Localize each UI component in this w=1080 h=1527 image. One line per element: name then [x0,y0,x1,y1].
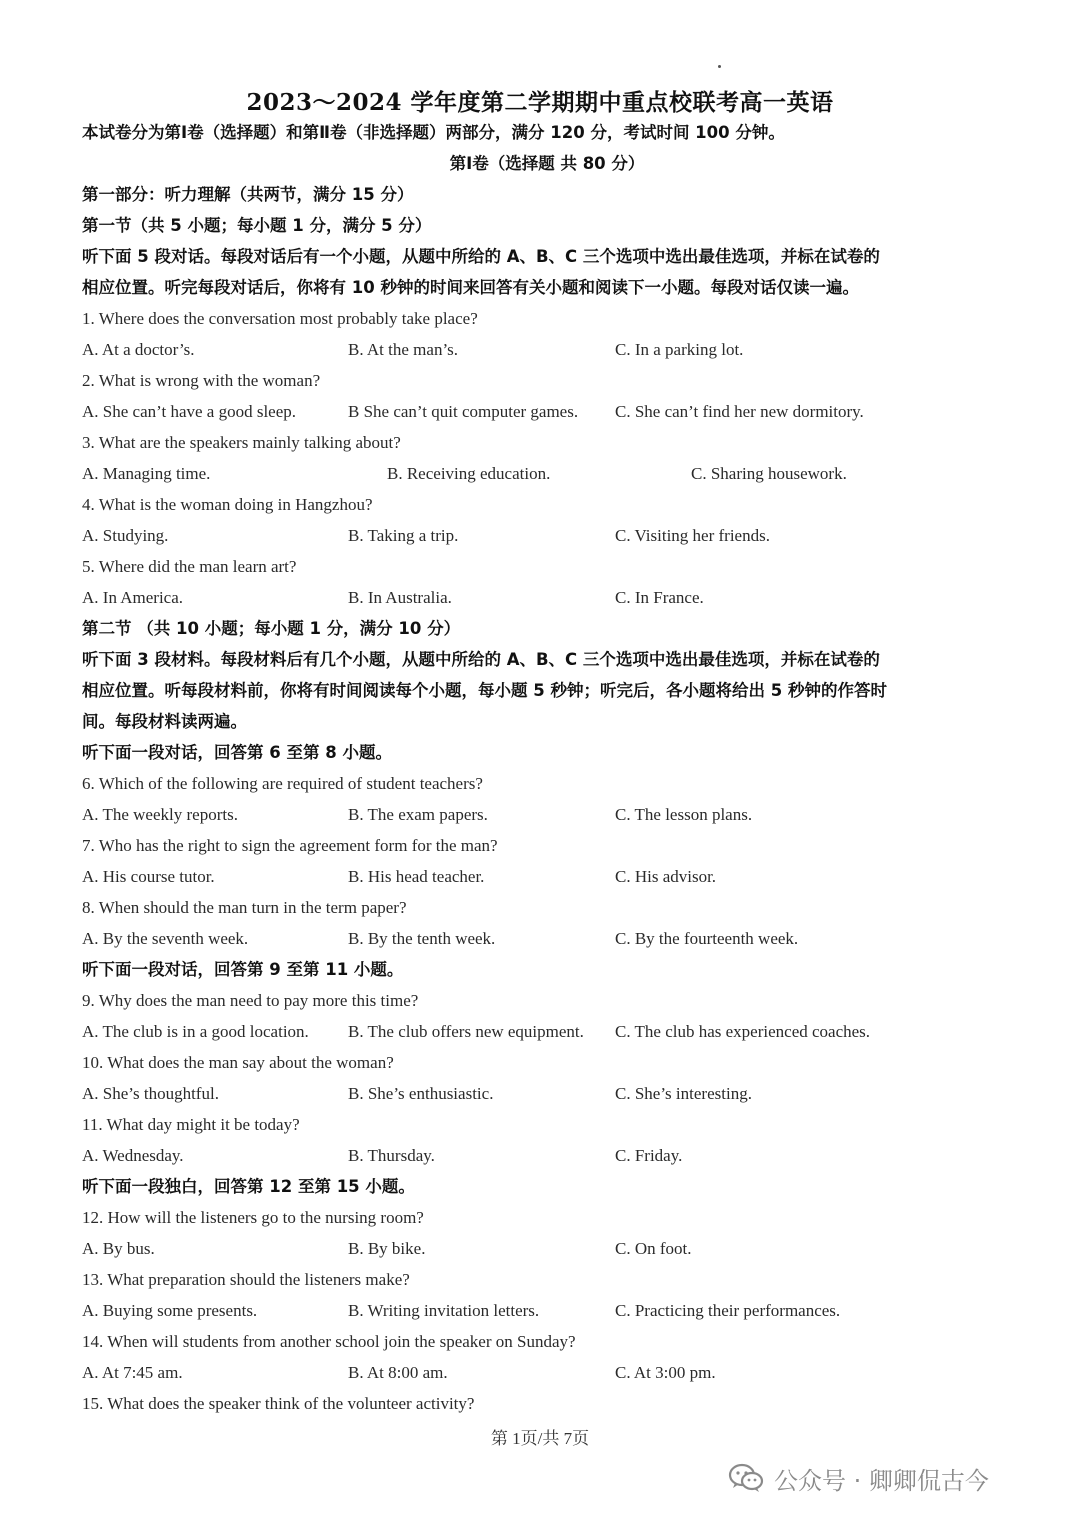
question-text: 4. What is the woman doing in Hangzhou? [82,495,373,514]
option-a: A. By the seventh week. [82,929,249,948]
question-text: 13. What preparation should the listeners make? [82,1270,410,1289]
option-b: B. Writing invitation letters. [348,1301,540,1320]
question-text: 15. What does the speaker think of the volunteer activity? [82,1394,475,1413]
question-options [82,1016,1012,1047]
section2-heading: 第二节 （共 10 小题；每小题 1 分，满分 10 分） [82,619,461,638]
option-c: C. By the fourteenth week. [615,929,799,948]
volume-heading: 第Ⅰ卷（选择题 共 80 分） [449,154,645,173]
option-a: A. Managing time. [82,464,211,483]
question-options [82,1078,1012,1109]
option-a: A. Buying some presents. [82,1301,258,1320]
option-a: A. Studying. [82,526,169,545]
option-c: C. She’s interesting. [615,1084,752,1103]
question-text: 1. Where does the conversation most probably take place? [82,309,478,328]
question-text: 11. What day might it be today? [82,1115,300,1134]
option-b: B. At the man’s. [348,340,459,359]
question-options [82,923,1012,954]
option-a: A. The weekly reports. [82,805,238,824]
option-c: C. Practicing their performances. [615,1301,841,1320]
option-a: A. At a doctor’s. [82,340,195,359]
question-options [82,396,1012,427]
question-text: 9. Why does the man need to pay more this time? [82,991,419,1010]
question-options [82,1357,1012,1388]
question-text: 10. What does the man say about the woman? [82,1053,394,1072]
option-a: A. She can’t have a good sleep. [82,402,297,421]
option-b: B. By bike. [348,1239,426,1258]
page-title: 2023～2024 学年度第二学期期中重点校联考高一英语 [246,89,834,116]
watermark-text: 公众号 · 卿卿侃古今 [774,1466,989,1495]
option-a: A. In America. [82,588,184,607]
option-c: C. At 3:00 pm. [615,1363,716,1382]
option-b: B She can’t quit computer games. [348,402,579,421]
question-text: 2. What is wrong with the woman? [82,371,321,390]
question-options [82,799,1012,830]
option-a: A. At 7:45 am. [82,1363,183,1382]
option-c: C. His advisor. [615,867,717,886]
question-options [82,1295,1012,1326]
option-b: B. In Australia. [348,588,452,607]
option-b: B. The exam papers. [348,805,488,824]
option-a: A. Wednesday. [82,1146,184,1165]
watermark [728,1458,989,1498]
exam-intro: 本试卷分为第Ⅰ卷（选择题）和第Ⅱ卷（非选择题）两部分，满分 120 分，考试时间 100 分钟。 [82,123,785,142]
option-c: C. In France. [615,588,704,607]
group-heading: 听下面一段独白，回答第 12 至第 15 小题。 [82,1177,415,1196]
section1-instruction-line: 相应位置。听完每段对话后，你将有 10 秒钟的时间来回答有关小题和阅读下一小题。每段对话仅读一遍。 [82,278,859,297]
question-text: 6. Which of the following are required of student teachers? [82,774,483,793]
question-text: 12. How will the listeners go to the nursing room? [82,1208,424,1227]
question-options [82,582,1012,613]
option-a: A. The club is in a good location. [82,1022,309,1041]
question-text: 8. When should the man turn in the term paper? [82,898,407,917]
section2-instruction-line: 相应位置。听每段材料前，你将有时间阅读每个小题，每小题 5 秒钟；听完后，各小题将给出 5 秒钟的作答时 [82,681,887,700]
section2-instruction-line: 间。每段材料读两遍。 [82,712,247,731]
group-heading: 听下面一段对话，回答第 6 至第 8 小题。 [82,743,392,762]
option-c: C. Sharing housework. [691,464,847,483]
question-options [82,861,1012,892]
wechat-icon [728,1463,764,1493]
question-options [82,1140,1012,1171]
option-b: B. At 8:00 am. [348,1363,448,1382]
option-b: B. His head teacher. [348,867,485,886]
group-heading: 听下面一段对话，回答第 9 至第 11 小题。 [82,960,404,979]
exam-content [82,117,1012,1419]
scan-speck [718,65,721,68]
part1-heading: 第一部分：听力理解（共两节，满分 15 分） [82,185,414,204]
option-b: B. Taking a trip. [348,526,459,545]
question-options [82,458,1012,489]
section1-heading: 第一节（共 5 小题；每小题 1 分，满分 5 分） [82,216,432,235]
question-text: 14. When will students from another school join the speaker on Sunday? [82,1332,576,1351]
option-b: B. She’s enthusiastic. [348,1084,494,1103]
option-c: C. The lesson plans. [615,805,753,824]
option-a: A. By bus. [82,1239,155,1258]
option-b: B. Thursday. [348,1146,435,1165]
section2-instruction-line: 听下面 3 段材料。每段材料后有几个小题，从题中所给的 A、B、C 三个选项中选出最佳选项，并标在试卷的 [82,650,880,669]
option-c: C. In a parking lot. [615,340,744,359]
question-text: 3. What are the speakers mainly talking about? [82,433,401,452]
option-c: C. Visiting her friends. [615,526,770,545]
question-options [82,334,1012,365]
option-a: A. His course tutor. [82,867,215,886]
page-number: 第 1页/共 7页 [490,1429,590,1448]
option-b: B. By the tenth week. [348,929,496,948]
option-c: C. The club has experienced coaches. [615,1022,871,1041]
question-options [82,1233,1012,1264]
question-text: 5. Where did the man learn art? [82,557,297,576]
option-c: C. On foot. [615,1239,692,1258]
option-a: A. She’s thoughtful. [82,1084,219,1103]
option-c: C. Friday. [615,1146,683,1165]
option-c: C. She can’t find her new dormitory. [615,402,864,421]
question-options [82,520,1012,551]
question-text: 7. Who has the right to sign the agreement form for the man? [82,836,498,855]
section1-instruction-line: 听下面 5 段对话。每段对话后有一个小题，从题中所给的 A、B、C 三个选项中选出最佳选项，并标在试卷的 [82,247,880,266]
option-b: B. The club offers new equipment. [348,1022,584,1041]
option-b: B. Receiving education. [387,464,551,483]
